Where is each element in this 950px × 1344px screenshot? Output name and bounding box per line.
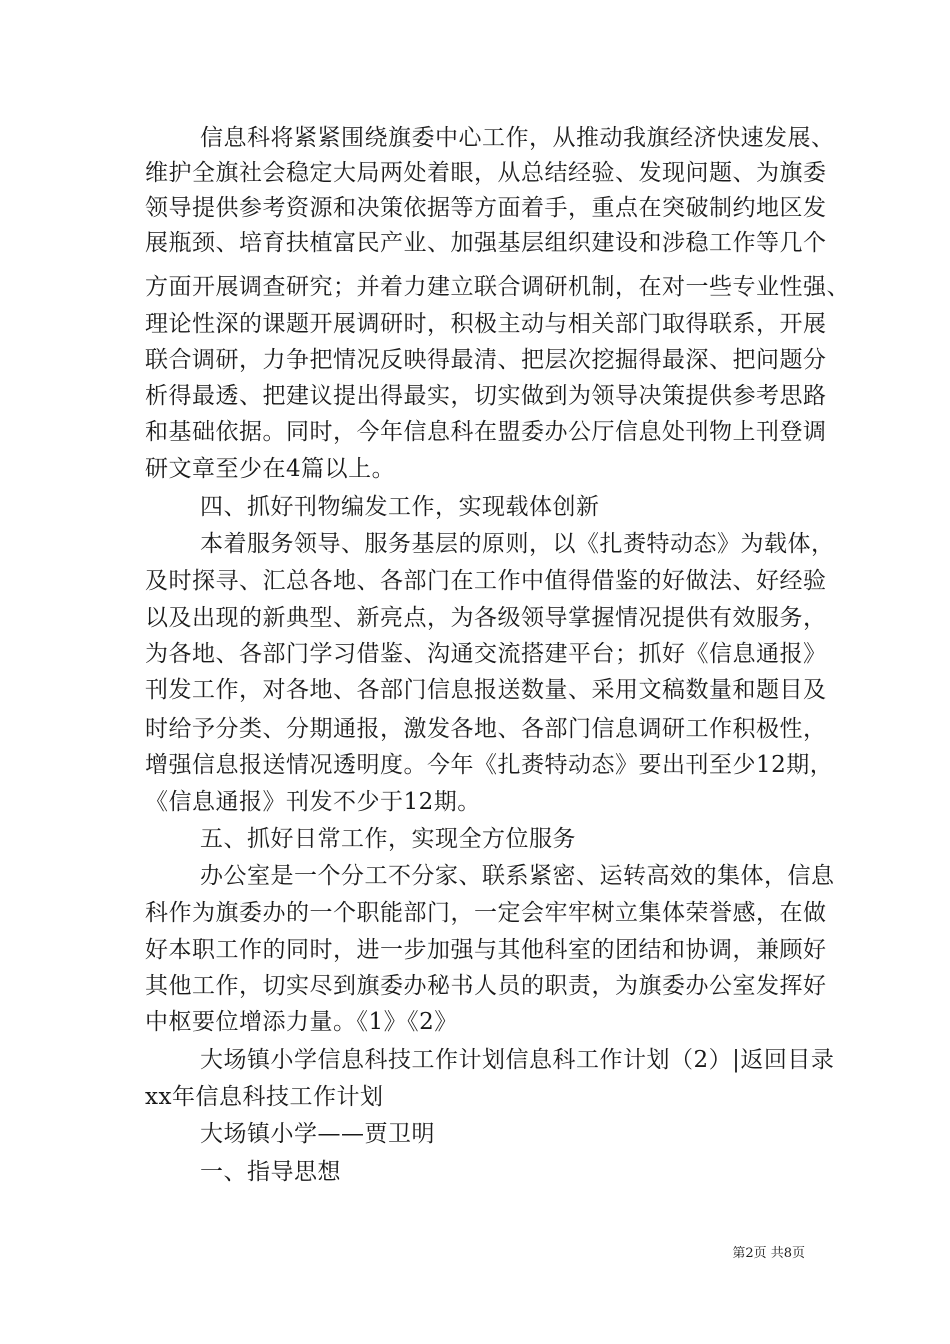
section-heading: 一、指导思想: [200, 1159, 341, 1185]
body-text-line: 中枢要位增添力量。《1》《2》: [145, 1009, 458, 1035]
body-text-line: 大场镇小学信息科技工作计划信息科工作计划（2）|返回目录: [200, 1047, 835, 1073]
body-text-line: 及时探寻、汇总各地、各部门在工作中值得借鉴的好做法、好经验: [145, 568, 827, 594]
body-text-line: 增强信息报送情况透明度。今年《扎赉特动态》要出刊至少12期，: [145, 752, 834, 778]
body-text-line: 时给予分类、分期通报，激发各地、各部门信息调研工作积极性，: [145, 716, 827, 742]
body-text-line: 信息科将紧紧围绕旗委中心工作，从推动我旗经济快速发展、: [200, 125, 835, 151]
body-text-line: 方面开展调查研究；并着力建立联合调研机制，在对一些专业性强、: [145, 274, 850, 300]
body-text-line: 刊发工作，对各地、各部门信息报送数量、采用文稿数量和题目及: [145, 677, 827, 703]
body-text-line: 展瓶颈、培育扶植富民产业、加强基层组织建设和涉稳工作等几个: [145, 230, 827, 256]
body-text-line: 为各地、各部门学习借鉴、沟通交流搭建平台；抓好《信息通报》: [145, 641, 827, 667]
body-text-line: 好本职工作的同时，进一步加强与其他科室的团结和协调，兼顾好: [145, 937, 827, 963]
body-text-line: 联合调研，力争把情况反映得最清、把层次挖掘得最深、把问题分: [145, 347, 827, 373]
body-text-line: 本着服务领导、服务基层的原则，以《扎赉特动态》为载体，: [200, 531, 835, 557]
author-line: 大场镇小学——贾卫明: [200, 1121, 435, 1147]
page-number-footer: 第2页 共8页: [732, 1246, 805, 1261]
body-text-line: 领导提供参考资源和决策依据等方面着手，重点在突破制约地区发: [145, 195, 827, 221]
section-heading: 五、抓好日常工作，实现全方位服务: [200, 826, 576, 852]
body-text-line: 析得最透、把建议提出得最实，切实做到为领导决策提供参考思路: [145, 383, 827, 409]
section-heading: 四、抓好刊物编发工作，实现载体创新: [200, 494, 600, 520]
document-title: xx年信息科技工作计划: [145, 1084, 384, 1110]
body-text-line: 其他工作，切实尽到旗委办秘书人员的职责，为旗委办公室发挥好: [145, 973, 827, 999]
body-text-line: 和基础依据。同时，今年信息科在盟委办公厅信息处刊物上刊登调: [145, 419, 827, 445]
body-text-line: 维护全旗社会稳定大局两处着眼，从总结经验、发现问题、为旗委: [145, 160, 827, 186]
body-text-line: 以及出现的新典型、新亮点，为各级领导掌握情况提供有效服务，: [145, 605, 827, 631]
body-text-line: 《信息通报》刊发不少于12期。: [145, 789, 481, 815]
body-text-line: 办公室是一个分工不分家、联系紧密、运转高效的集体，信息: [200, 863, 835, 889]
body-text-line: 研文章至少在4篇以上。: [145, 456, 396, 482]
body-text-line: 理论性深的课题开展调研时，积极主动与相关部门取得联系，开展: [145, 311, 827, 337]
body-text-line: 科作为旗委办的一个职能部门，一定会牢牢树立集体荣誉感，在做: [145, 900, 827, 926]
